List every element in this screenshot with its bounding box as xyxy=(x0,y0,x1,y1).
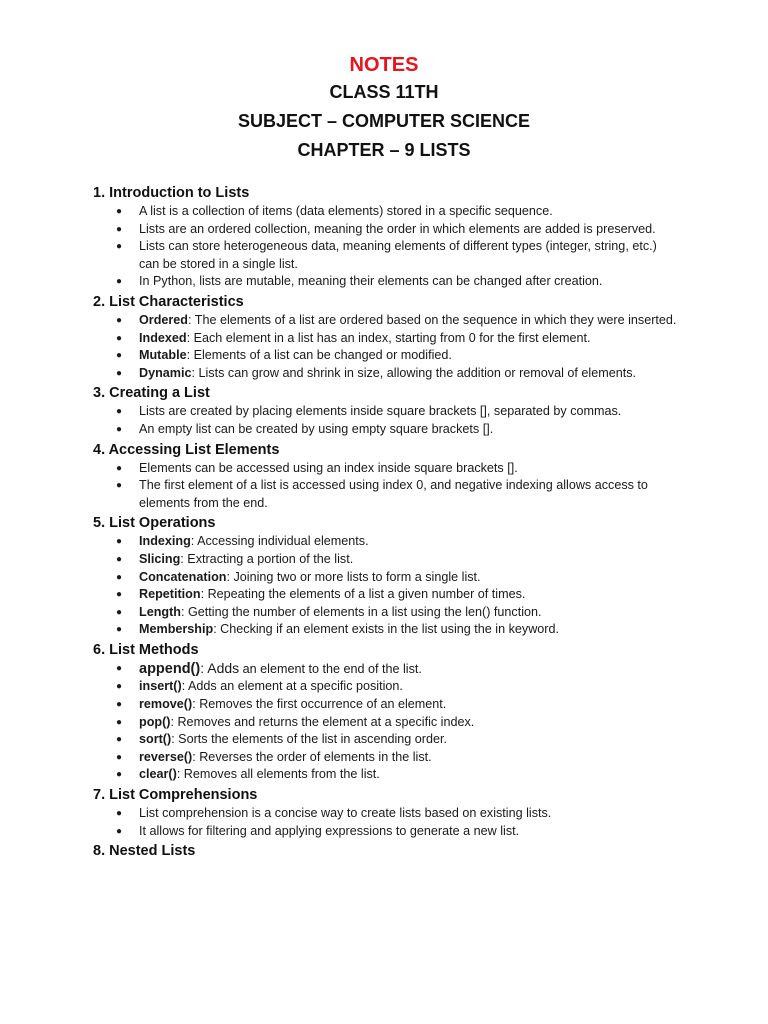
list-item xyxy=(93,604,678,622)
item-text: Lists are an ordered collection, meaning the order in which elements are added is preserved. xyxy=(139,221,656,236)
item-text: : Sorts the elements of the list in ascending order. xyxy=(171,732,448,747)
bullet-icon: ● xyxy=(116,314,123,326)
item-term: Membership xyxy=(139,622,214,637)
bullet-list xyxy=(93,312,678,382)
section xyxy=(93,293,678,382)
list-item xyxy=(93,678,678,696)
list-item xyxy=(93,273,678,291)
list-item xyxy=(93,731,678,749)
item-term: Indexing xyxy=(139,534,191,549)
item-text-continued: an element to the end of the list. xyxy=(239,661,422,676)
section xyxy=(93,842,678,861)
section-title: 7. List Comprehensions xyxy=(93,787,258,804)
section-title: 5. List Operations xyxy=(93,515,216,532)
item-text: : Removes the first occurrence of an element. xyxy=(192,697,447,712)
item-text: Elements can be accessed using an index inside square brackets []. xyxy=(139,460,518,475)
section-title: 3. Creating a List xyxy=(93,385,210,402)
list-item xyxy=(93,460,678,478)
section xyxy=(93,514,678,639)
list-item xyxy=(93,477,678,512)
notes-content xyxy=(93,182,678,862)
section-title: 2. List Characteristics xyxy=(93,293,244,310)
section xyxy=(93,786,678,840)
item-term: Concatenation xyxy=(139,569,227,584)
item-term: Length xyxy=(139,604,181,619)
bullet-icon: ● xyxy=(116,808,123,820)
list-item xyxy=(93,203,678,221)
bullet-icon: ● xyxy=(116,734,123,746)
list-item xyxy=(93,660,678,679)
bullet-icon: ● xyxy=(116,699,123,711)
item-text: : Lists can grow and shrink in size, allowing the addition or removal of elements. xyxy=(191,365,637,380)
section xyxy=(93,384,678,438)
bullet-icon: ● xyxy=(116,606,123,618)
list-item xyxy=(93,823,678,841)
list-item xyxy=(93,403,678,421)
list-item xyxy=(93,621,678,639)
bullet-list xyxy=(93,460,678,513)
list-item xyxy=(93,312,678,330)
item-term: Slicing xyxy=(139,551,181,566)
section xyxy=(93,641,678,784)
item-text: A list is a collection of items (data elements) stored in a specific sequence. xyxy=(139,204,553,218)
list-item xyxy=(93,221,678,239)
bullet-list xyxy=(93,533,678,639)
list-item xyxy=(93,766,678,784)
list-item xyxy=(93,714,678,732)
bullet-icon: ● xyxy=(116,241,123,253)
bullet-list xyxy=(93,203,678,291)
list-item xyxy=(93,805,678,823)
list-item xyxy=(93,238,678,273)
item-text: : Accessing individual elements. xyxy=(190,534,369,549)
item-term: insert() xyxy=(139,679,182,694)
item-text: Lists are created by placing elements inside square brackets [], separated by commas. xyxy=(139,404,622,419)
item-text: : Removes and returns the element at a specific index. xyxy=(170,714,475,729)
list-item xyxy=(93,749,678,767)
bullet-icon: ● xyxy=(116,589,123,601)
subject-heading: SUBJECT – COMPUTER SCIENCE xyxy=(237,111,531,131)
item-text: Lists can store heterogeneous data, meaning elements of different types (integer, string, etc.) can be stored in a single list. xyxy=(139,239,657,271)
list-item xyxy=(93,533,678,551)
bullet-list xyxy=(93,403,678,438)
list-item xyxy=(93,569,678,587)
bullet-icon: ● xyxy=(116,332,123,344)
item-text: : Checking if an element exists in the list using the in keyword. xyxy=(213,622,559,637)
item-text: : Adds xyxy=(200,659,240,676)
item-text: : Removes all elements from the list. xyxy=(176,767,380,782)
item-text: : Joining two or more lists to form a single list. xyxy=(226,569,481,584)
list-item xyxy=(93,365,678,383)
item-text: : Reverses the order of elements in the list. xyxy=(192,749,432,764)
list-item xyxy=(93,696,678,714)
item-text: It allows for filtering and applying expressions to generate a new list. xyxy=(139,823,520,838)
bullet-icon: ● xyxy=(116,276,123,288)
list-item xyxy=(93,347,678,365)
bullet-icon: ● xyxy=(116,751,123,763)
bullet-icon: ● xyxy=(116,553,123,565)
list-item xyxy=(93,551,678,569)
document-header xyxy=(0,0,768,165)
item-text: : Repeating the elements of a list a given number of times. xyxy=(200,587,526,602)
item-term: Repetition xyxy=(139,587,201,602)
bullet-icon: ● xyxy=(116,223,123,235)
item-text: : Elements of a list can be changed or modified. xyxy=(186,348,452,363)
item-text: : Adds an element at a specific position. xyxy=(181,679,403,694)
bullet-icon: ● xyxy=(116,825,123,837)
item-text: List comprehension is a concise way to create lists based on existing lists. xyxy=(139,806,552,821)
bullet-list xyxy=(93,805,678,840)
bullet-icon: ● xyxy=(116,681,123,693)
item-text: An empty list can be created by using empty square brackets []. xyxy=(139,421,494,436)
notes-title: NOTES xyxy=(349,54,419,76)
item-term: Indexed xyxy=(139,330,187,345)
item-text: In Python, lists are mutable, meaning their elements can be changed after creation. xyxy=(139,274,603,289)
list-item xyxy=(93,330,678,348)
bullet-icon: ● xyxy=(116,536,123,548)
bullet-icon: ● xyxy=(116,571,123,583)
list-item xyxy=(93,421,678,439)
item-term: reverse() xyxy=(139,749,193,764)
item-term: remove() xyxy=(139,697,193,712)
bullet-icon: ● xyxy=(116,423,123,435)
class-heading: CLASS 11TH xyxy=(329,82,439,102)
item-text: : Extracting a portion of the list. xyxy=(180,551,354,566)
item-term: clear() xyxy=(139,767,177,782)
item-term: Ordered xyxy=(139,312,188,327)
item-term: pop() xyxy=(139,714,171,729)
item-term: append() xyxy=(139,660,201,677)
section xyxy=(93,184,678,291)
bullet-icon: ● xyxy=(116,206,123,217)
bullet-icon: ● xyxy=(116,462,123,474)
bullet-icon: ● xyxy=(116,350,123,362)
bullet-list xyxy=(93,660,678,784)
item-text: : Each element in a list has an index, starting from 0 for the first element. xyxy=(186,330,591,345)
section-title: 8. Nested Lists xyxy=(93,843,196,860)
chapter-heading: CHAPTER – 9 LISTS xyxy=(297,140,471,160)
item-text: The first element of a list is accessed using index 0, and negative indexing allows access to elements from the end. xyxy=(139,478,648,510)
list-item xyxy=(93,586,678,604)
item-term: sort() xyxy=(139,732,172,747)
section-title: 1. Introduction to Lists xyxy=(93,185,250,201)
bullet-icon: ● xyxy=(116,662,123,674)
item-term: Mutable xyxy=(139,348,187,363)
section-title: 6. List Methods xyxy=(93,641,199,658)
item-text: : Getting the number of elements in a list using the len() function. xyxy=(180,604,542,619)
bullet-icon: ● xyxy=(116,716,123,728)
bullet-icon: ● xyxy=(116,624,123,636)
item-term: Dynamic xyxy=(139,365,192,380)
section-title: 4. Accessing List Elements xyxy=(93,441,280,458)
bullet-icon: ● xyxy=(116,367,123,379)
bullet-icon: ● xyxy=(116,406,123,418)
item-text: : The elements of a list are ordered based on the sequence in which they were inserted. xyxy=(188,312,677,327)
section xyxy=(93,441,678,513)
bullet-icon: ● xyxy=(116,480,123,492)
bullet-icon: ● xyxy=(116,769,123,781)
